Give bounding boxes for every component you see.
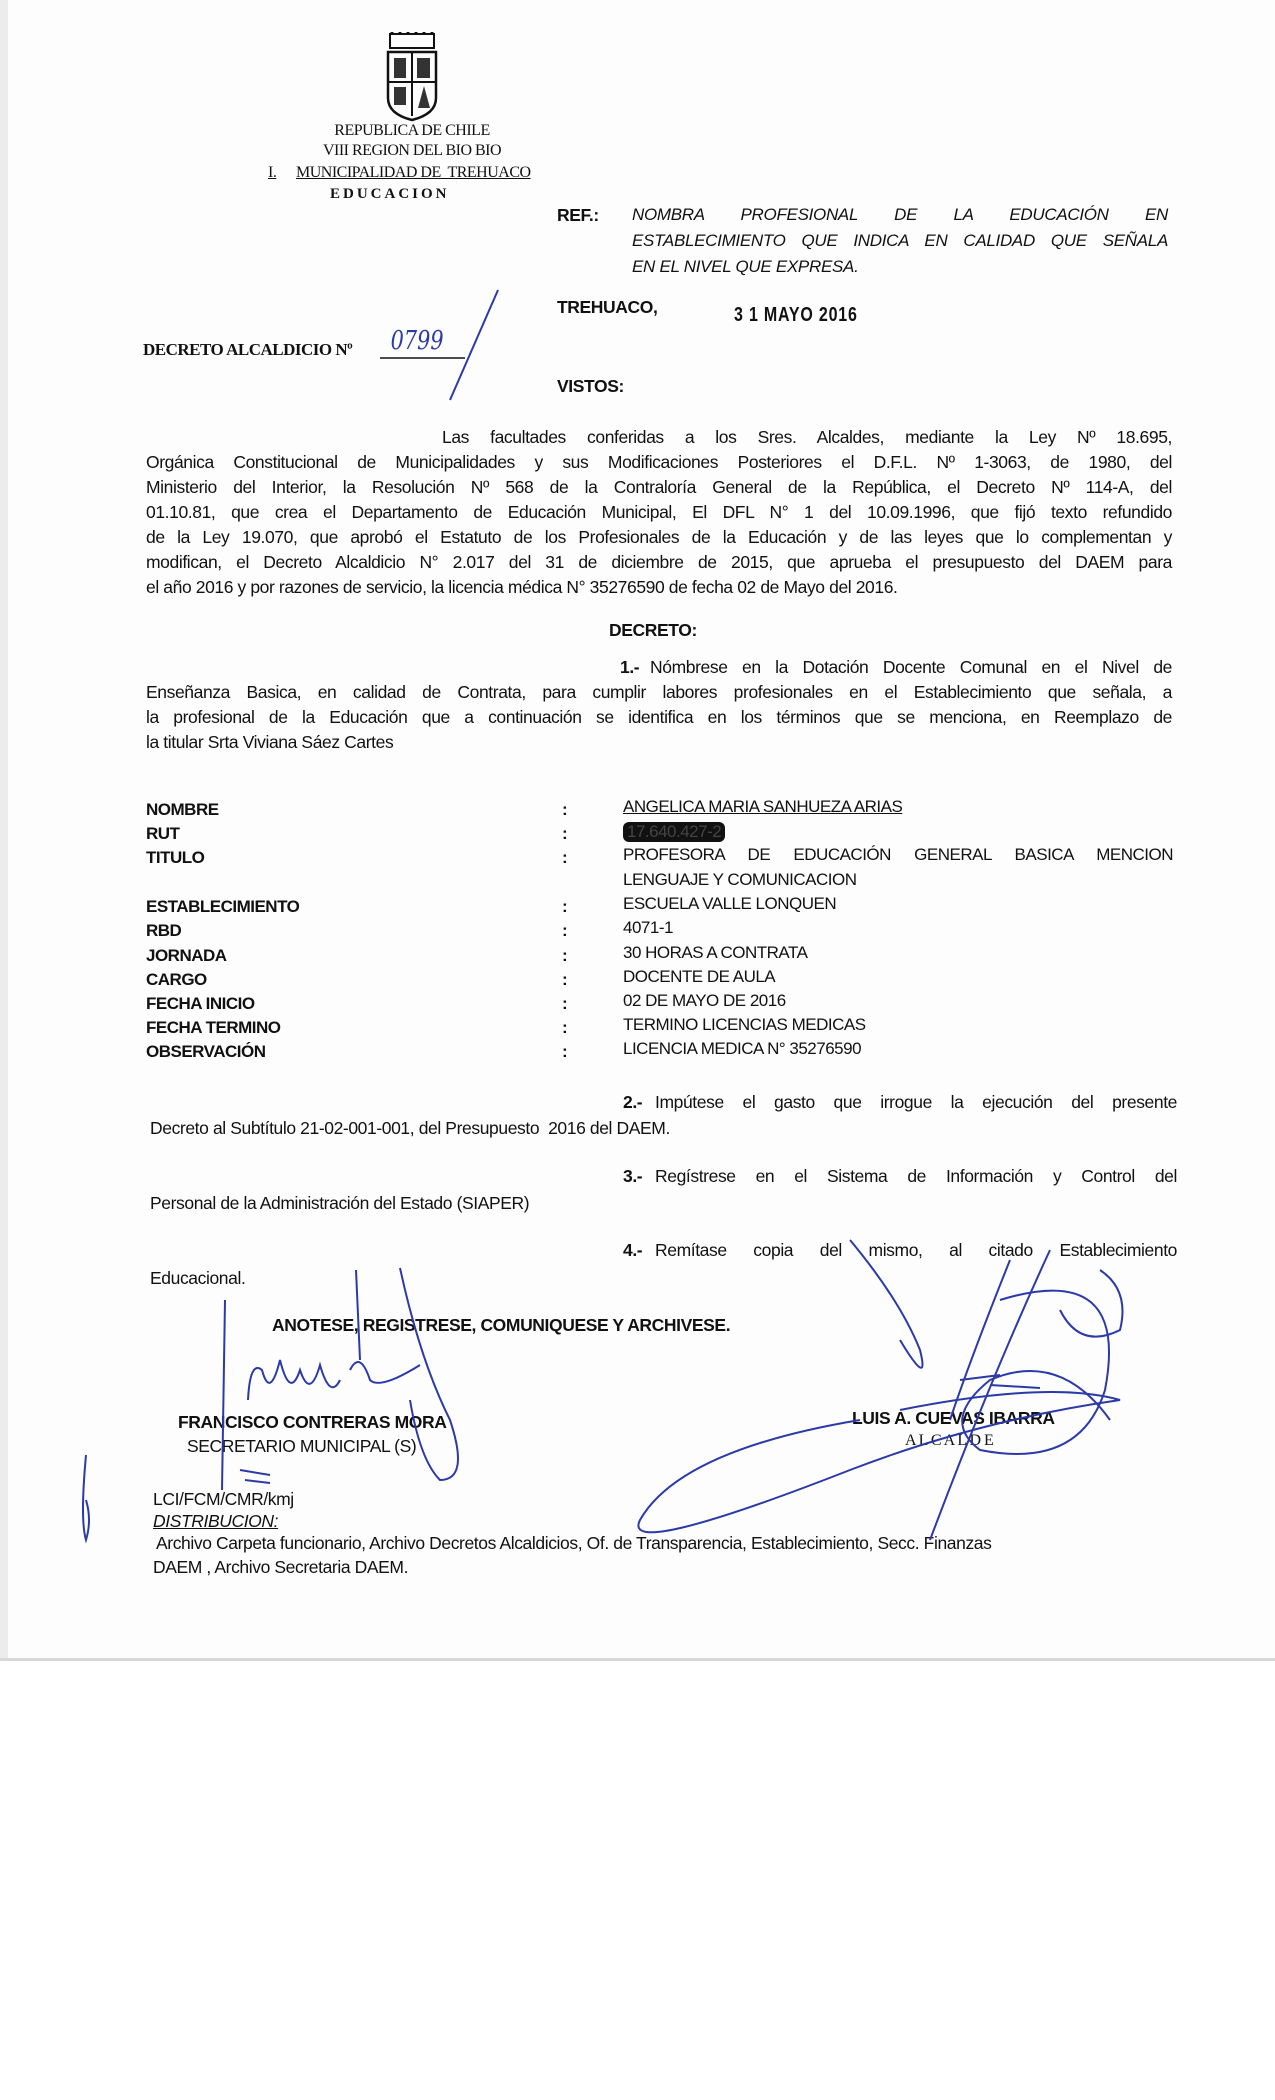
item-line: Remítase copia del mismo, al citado Establecimiento (655, 1240, 1177, 1260)
detail-colon: : (562, 824, 568, 843)
ref-line: EN EL NIVEL QUE EXPRESA. (632, 257, 859, 276)
detail-value: DOCENTE DE AULA (623, 967, 776, 986)
decree-label: DECRETO ALCALDICIO Nº (143, 340, 353, 359)
distribution-line: Archivo Carpeta funcionario, Archivo Decretos Alcaldicios, Of. de Transparencia, Establecimiento, Secc. Finanzas (156, 1533, 992, 1553)
closing-formula: ANOTESE, REGISTRESE, COMUNIQUESE Y ARCHIVESE. (272, 1315, 731, 1335)
ref-label: REF.: (557, 205, 599, 225)
header-municipality-prefix: I. (268, 164, 277, 181)
detail-label: OBSERVACIÓN (146, 1042, 266, 1061)
detail-label: ESTABLECIMIENTO (146, 897, 300, 916)
initials: LCI/FCM/CMR/kmj (153, 1489, 294, 1509)
ref-line: ESTABLECIMIENTO QUE INDICA EN CALIDAD QUE SEÑALA (632, 231, 1168, 250)
detail-colon: : (562, 800, 568, 819)
detail-label: JORNADA (146, 946, 227, 965)
item-number: 4.- (623, 1240, 643, 1260)
distribution-line: DAEM , Archivo Secretaria DAEM. (153, 1557, 409, 1577)
detail-value: PROFESORA DE EDUCACIÓN GENERAL BASICA MENCION (623, 845, 1173, 864)
detail-colon: : (562, 921, 568, 940)
header-country: REPUBLICA DE CHILE (334, 122, 490, 139)
mayor-title: A L C A L D E (905, 1432, 994, 1449)
detail-colon: : (562, 994, 568, 1013)
vistos-line: modifican, el Decreto Alcaldicio N° 2.017 del 31 de diciembre de 2015, que aprueba el presupuesto del DAEM para (146, 552, 1172, 572)
secretary-title: SECRETARIO MUNICIPAL (S) (187, 1436, 417, 1456)
detail-colon: : (562, 848, 568, 867)
detail-colon: : (562, 897, 568, 916)
vistos-line: 01.10.81, que crea el Departamento de Educación Municipal, El DFL N° 1 del 10.09.1996, que fijó texto refundido (146, 502, 1172, 522)
detail-value: 30 HORAS A CONTRATA (623, 943, 808, 962)
decreto-line: Enseñanza Basica, en calidad de Contrata, para cumplir labores profesionales en el Establecimiento que señala, a (146, 682, 1172, 702)
decreto-line: la titular Srta Viviana Sáez Cartes (146, 732, 394, 752)
header-municipality: MUNICIPALIDAD DE TREHUACO (296, 164, 531, 181)
item-line: Regístrese en el Sistema de Información y Control del (655, 1166, 1177, 1186)
decreto-line: Nómbrese en la Dotación Docente Comunal en el Nivel de (650, 657, 1172, 677)
distribution-title: DISTRIBUCION: (153, 1511, 279, 1531)
detail-label: FECHA TERMINO (146, 1018, 281, 1037)
vistos-line: Las facultades conferidas a los Sres. Alcaldes, mediante la Ley Nº 18.695, (442, 427, 1172, 447)
date-stamp: 3 1 MAYO 2016 (734, 304, 858, 326)
detail-label: RUT (146, 824, 180, 843)
detail-value: 4071-1 (623, 918, 673, 937)
item-number: 3.- (623, 1166, 643, 1186)
detail-value: TERMINO LICENCIAS MEDICAS (623, 1015, 866, 1034)
detail-colon: : (562, 1042, 568, 1061)
item-line: Educacional. (150, 1268, 246, 1288)
decree-number-handwritten: 0799 (390, 326, 444, 356)
vistos-title: VISTOS: (557, 376, 624, 396)
detail-label: NOMBRE (146, 800, 219, 819)
vistos-line: Ministerio del Interior, la Resolución Nº 568 de la Contraloría General de la República, el Decreto Nº 114-A, del (146, 477, 1172, 497)
item-number: 2.- (623, 1092, 643, 1112)
secretary-name: FRANCISCO CONTRERAS MORA (178, 1412, 447, 1432)
item-line: Decreto al Subtítulo 21-02-001-001, del Presupuesto 2016 del DAEM. (150, 1118, 670, 1138)
ref-line: NOMBRA PROFESIONAL DE LA EDUCACIÓN EN (632, 205, 1168, 224)
detail-value: ESCUELA VALLE LONQUEN (623, 894, 837, 913)
vistos-line: el año 2016 y por razones de servicio, la licencia médica N° 35276590 de fecha 02 de Mayo del 2016. (146, 577, 898, 597)
header-department: EDUCACION (330, 186, 450, 202)
place: TREHUACO, (557, 297, 658, 317)
header-region: VIII REGION DEL BIO BIO (322, 142, 502, 159)
detail-colon: : (562, 946, 568, 965)
detail-value: 02 DE MAYO DE 2016 (623, 991, 786, 1010)
detail-label: RBD (146, 921, 182, 940)
decreto-title: DECRETO: (609, 620, 697, 640)
vistos-line: de la Ley 19.070, que aprobó el Estatuto de los Profesionales de la Educación y de las leyes que lo complementan y (146, 527, 1172, 547)
detail-colon: : (562, 1018, 568, 1037)
detail-colon: : (562, 970, 568, 989)
rut-redacted-value: 17.640.427-2 (623, 822, 725, 842)
item-number: 1.- (620, 657, 640, 677)
detail-label: FECHA INICIO (146, 994, 255, 1013)
detail-label: TITULO (146, 848, 205, 867)
mayor-name: LUIS A. CUEVAS IBARRA (852, 1408, 1055, 1428)
vistos-line: Orgánica Constitucional de Municipalidades y sus Modificaciones Posteriores el D.F.L. Nº 1-3063, de 1980, del (146, 452, 1172, 472)
detail-value: ANGELICA MARIA SANHUEZA ARIAS (623, 797, 903, 816)
detail-value-continued: LENGUAJE Y COMUNICACION (623, 870, 857, 889)
item-line: Personal de la Administración del Estado (SIAPER) (150, 1193, 530, 1213)
detail-label: CARGO (146, 970, 207, 989)
decreto-line: la profesional de la Educación que a continuación se identifica en los términos que se menciona, en Reemplazo de (146, 707, 1172, 727)
detail-value: LICENCIA MEDICA N° 35276590 (623, 1039, 862, 1058)
item-line: Impútese el gasto que irrogue la ejecución del presente (655, 1092, 1177, 1112)
